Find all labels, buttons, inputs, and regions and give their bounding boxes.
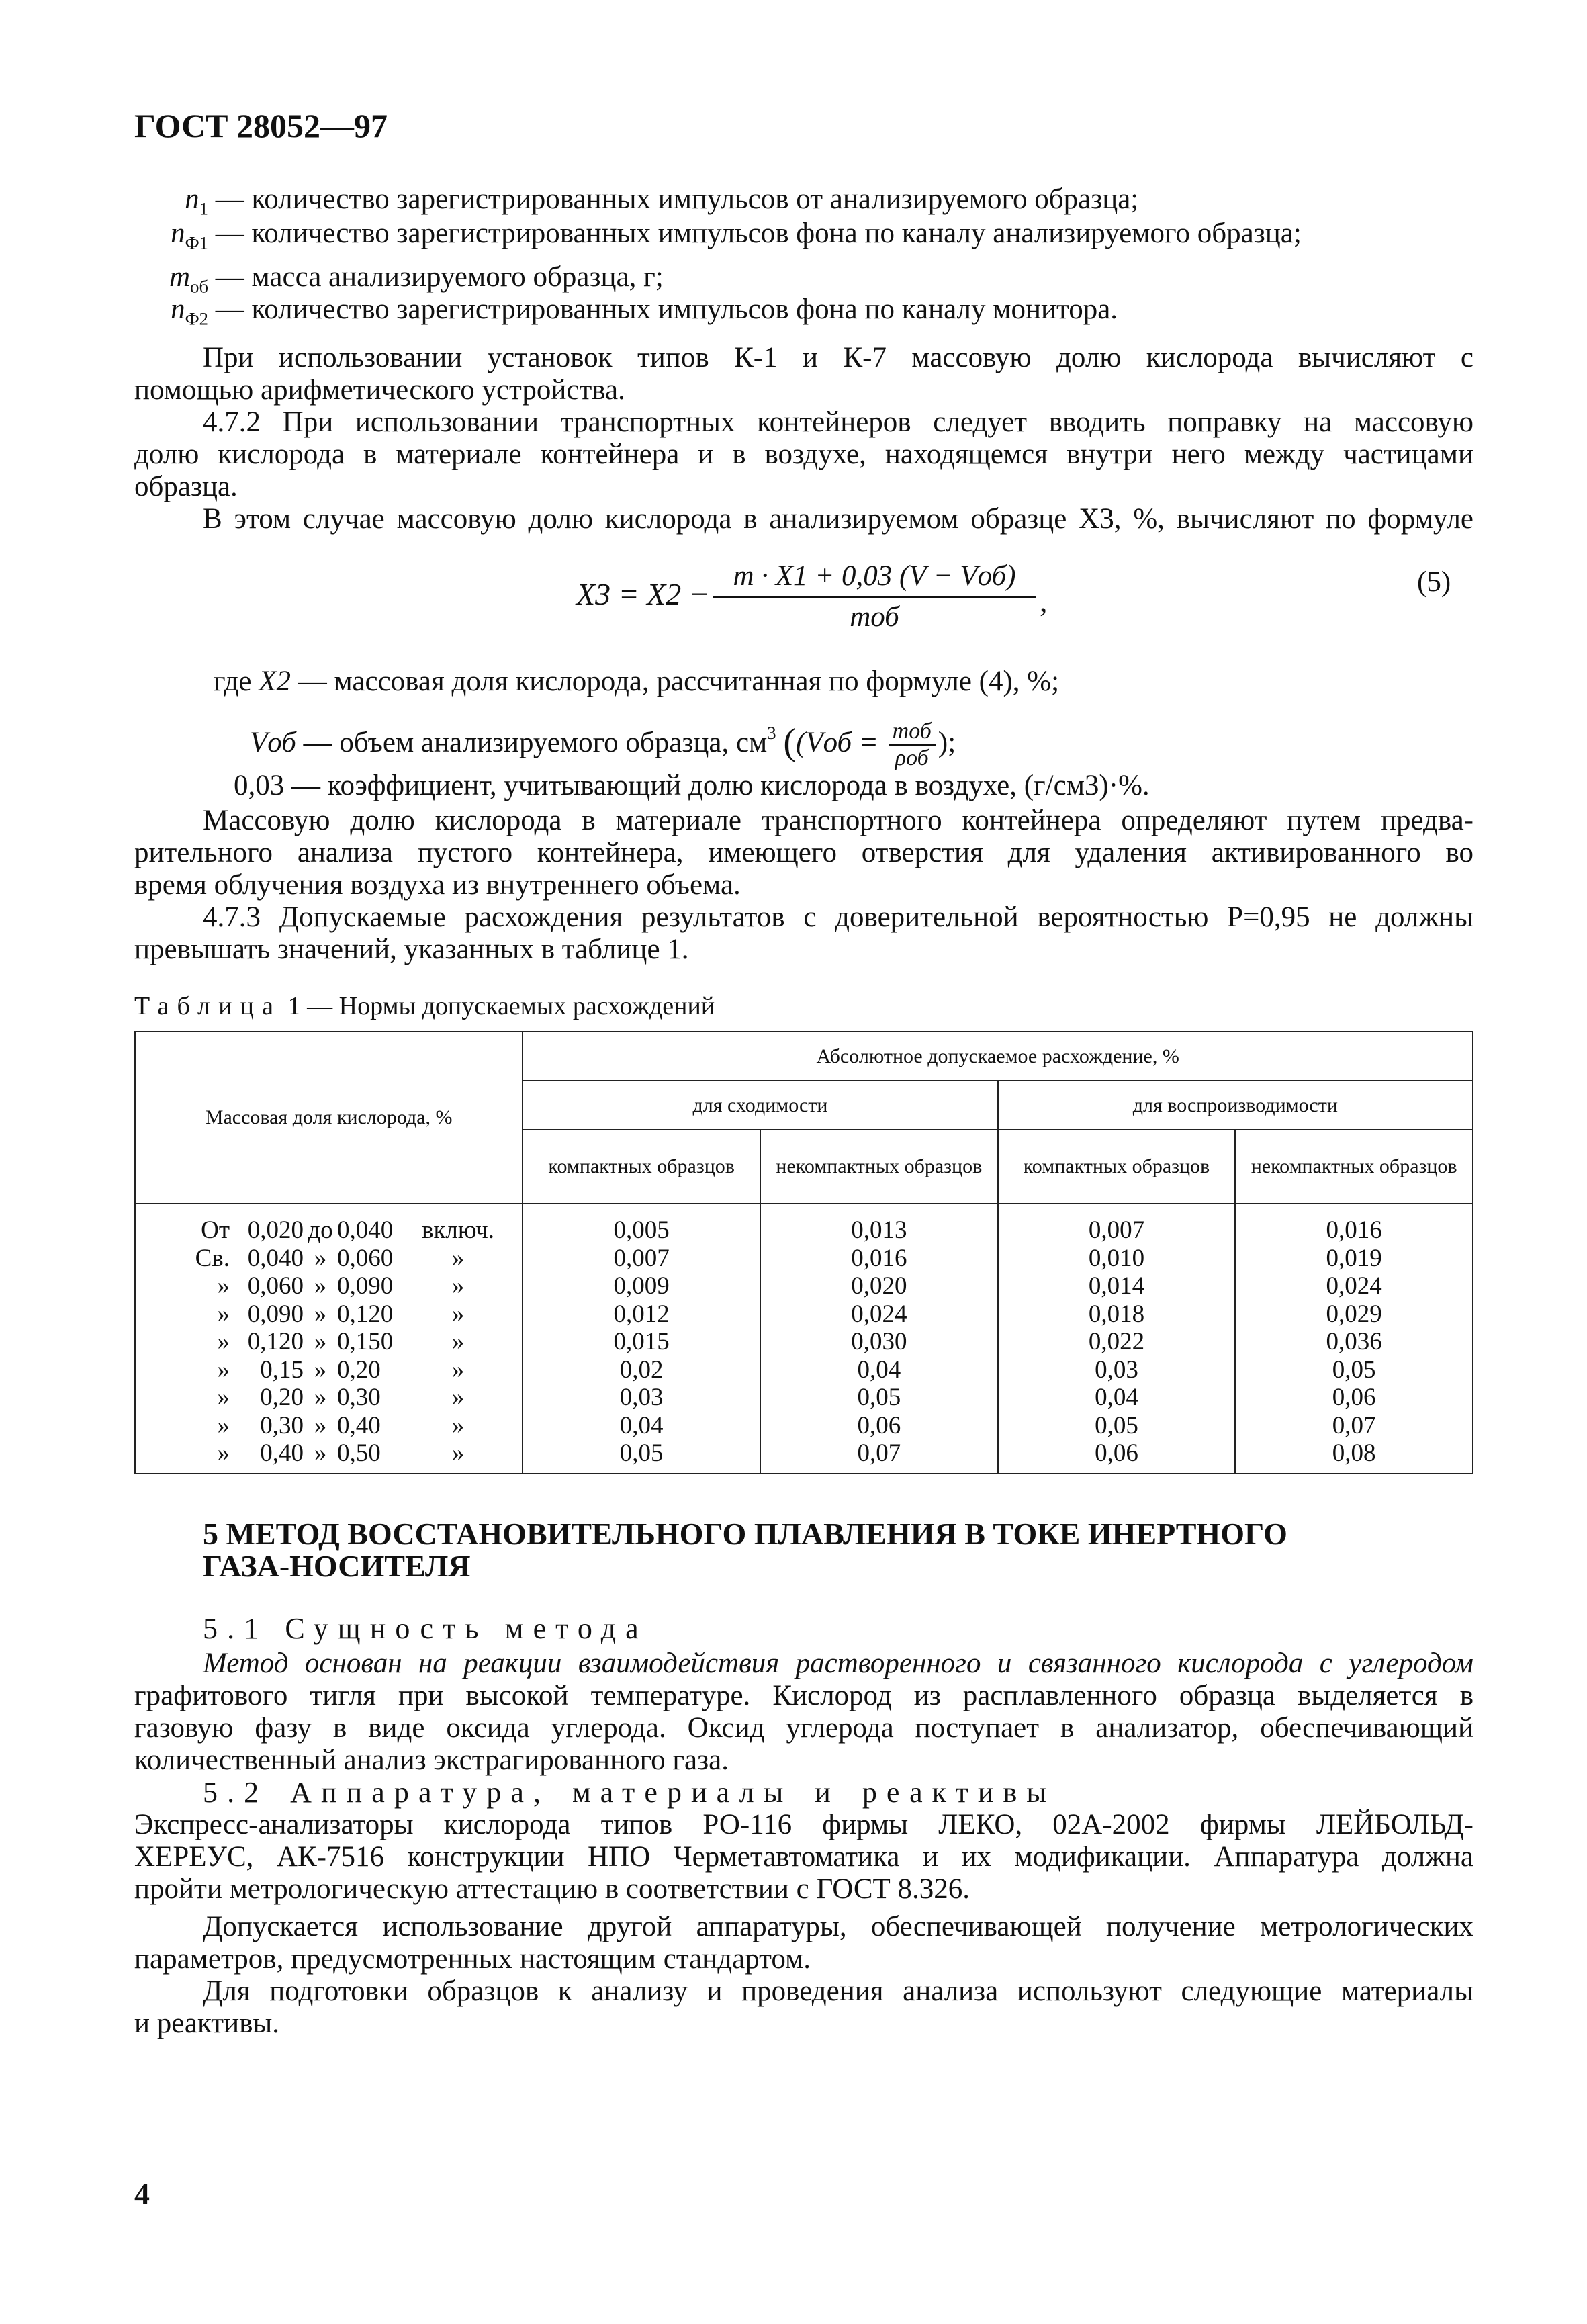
table-value: 0,010 [1088,1244,1145,1272]
table-value: 0,04 [1095,1384,1138,1411]
table-value: 0,018 [1088,1300,1145,1328]
paragraph-472-line-1: 4.7.2 При использовании транспортных контейнеров следует вводить поправку на массовую [203,406,1473,438]
range-part: 0,40 [337,1411,381,1439]
range-row [183,1412,522,1440]
paragraph-k-line-2: помощью арифметического устройства. [134,374,625,406]
range-row [183,1328,522,1356]
range-part: » [314,1300,327,1328]
range-part: 0,50 [337,1439,381,1467]
s51-line-4: количественный анализ экстрагированного газа. [134,1744,729,1776]
range-part: » [217,1439,230,1467]
range-part: до [308,1216,333,1244]
range-row [183,1384,522,1412]
where-line-vob: Vоб — объем анализируемого образца, $см^3$ ((Vоб = mоб ρоб ); [250,719,956,770]
table-value: 0,019 [1326,1244,1382,1272]
range-part: » [451,1411,465,1439]
range-part: 0,120 [337,1300,394,1328]
range-part: 0,060 [337,1244,394,1272]
range-part: От [201,1216,230,1244]
table-value: 0,036 [1326,1328,1382,1355]
s51-line-2: графитового тигля при высокой температуре. Кислород из расплавленного образца выделяется в [134,1680,1473,1711]
sub-header-conv-noncompact: некомпактных образцов [760,1130,998,1204]
section-52-heading: 5.2 Аппаратура, материалы и реактивы [203,1776,1056,1809]
range-part: » [451,1384,465,1411]
legend-line-n1: $n_1$ — количество зарегистрированных импульсов от анализируемого образца; [185,183,1139,219]
range-part: » [217,1300,230,1328]
sub-header-repr-compact: компактных образцов [998,1130,1236,1204]
range-row [183,1216,522,1245]
table-value: 0,06 [1095,1439,1138,1467]
table-value: 0,013 [851,1216,907,1244]
paragraph-container-line-1: Массовую долю кислорода в материале транспортного контейнера определяют путем предва- [203,805,1473,836]
range-part: » [451,1439,465,1467]
where-line-x2: где X2 — массовая доля кислорода, рассчитанная по формуле (4), %; [214,666,1060,697]
table-value: 0,02 [619,1355,664,1384]
range-part: 0,040 [247,1244,304,1272]
s51-line-3: газовую фазу в виде оксида углерода. Оксид углерода поступает в анализатор, обеспечивающий [134,1712,1473,1744]
table-caption: Таблица 1 — Нормы допускаемых расхождений [134,992,715,1020]
s52-line-3: пройти метрологическую аттестацию в соответствии с ГОСТ 8.326. [134,1873,970,1905]
table-value: 0,016 [851,1244,907,1272]
table-value: 0,024 [1326,1272,1382,1300]
formula-5-number: (5) [1417,566,1451,598]
table-value: 0,016 [1326,1216,1382,1244]
table-value: 0,06 [1332,1384,1376,1411]
s52-para3-line-2: и реактивы. [134,2008,280,2039]
range-part: » [314,1328,327,1355]
table-value: 0,020 [851,1272,907,1300]
range-row [183,1439,522,1468]
sub-header-repr-noncompact: некомпактных образцов [1235,1130,1473,1204]
table-value: 0,05 [857,1384,901,1411]
table-value: 0,08 [1332,1439,1376,1467]
table-value: 0,022 [1088,1328,1145,1355]
density-fraction-den: ρоб [895,746,929,770]
repr-noncompact-column [1235,1204,1473,1474]
s52-para2-line-2: параметров, предусмотренных настоящим стандартом. [134,1943,811,1975]
paragraph-472-line-2: долю кислорода в материале контейнера и в воздухе, находящемся внутри него между частицами [134,439,1473,470]
range-part: » [451,1244,465,1272]
range-part: » [314,1244,327,1272]
conv-compact-column [523,1204,760,1474]
range-part: » [217,1272,230,1300]
table-value: 0,03 [619,1384,664,1411]
range-part: » [217,1355,230,1384]
norms-table [134,1031,1473,1474]
section-5-title-line-2: ГАЗА-НОСИТЕЛЯ [203,1549,471,1583]
where-line-coef: 0,03 — коэффициент, учитывающий долю кислорода в воздухе, (г/см3)·%. [234,770,1150,801]
col-header-convergence: для сходимости [523,1081,997,1130]
range-row [183,1245,522,1273]
table-value: 0,007 [1088,1216,1145,1244]
legend-line-mob: $m_{об}$ — масса анализируемого образца, г; [169,261,664,297]
table-value: 0,015 [613,1328,670,1355]
range-part: 0,20 [260,1384,304,1411]
range-part: » [451,1272,465,1300]
formula-5-fraction-bar [713,596,1036,598]
formula-5-comma: , [1040,584,1048,618]
conv-noncompact-column [760,1204,998,1474]
s52-line-2: ХЕРЕУС, АК-7516 конструкции НПО Черметавтоматика и их модификации. Аппаратура должна [134,1841,1473,1873]
table-value: 0,030 [851,1328,907,1355]
document-header: ГОСТ 28052—97 [134,107,388,144]
density-fraction-num: mоб [889,719,936,746]
legend-line-nf1: $n_{Ф1}$ — количество зарегистрированных импульсов фона по каналу анализируемого образца; [171,218,1302,253]
range-part: » [314,1355,327,1384]
table-value: 0,06 [857,1411,901,1439]
range-part: 0,090 [337,1272,394,1300]
range-row [183,1356,522,1384]
range-part: » [451,1328,465,1355]
range-column [135,1204,523,1474]
range-part: » [451,1355,465,1384]
table-value: 0,05 [1095,1411,1138,1439]
section-51-heading: 5.1 Сущность метода [203,1612,648,1645]
s51-line-1: Метод основан на реакции взаимодействия растворенного и связанного кислорода с углеродом [203,1648,1473,1679]
range-part: » [217,1384,230,1411]
formula-5-numerator: m · X1 + 0,03 (V − Vоб) [733,560,1016,592]
table-value: 0,012 [613,1300,670,1328]
table-value: 0,009 [613,1272,670,1300]
range-part: 0,150 [337,1328,394,1355]
range-part: » [217,1411,230,1439]
table-value: 0,04 [619,1411,664,1439]
paragraph-473-line-2: превышать значений, указанных в таблице 1. [134,934,689,965]
table-value: 0,007 [613,1244,670,1272]
s52-line-1: Экспресс-анализаторы кислорода типов РО-116 фирмы ЛЕКО, 02А-2002 фирмы ЛЕЙБОЛЬД- [134,1809,1473,1840]
range-part: 0,020 [247,1216,304,1244]
range-part: 0,30 [260,1411,304,1439]
table-value: 0,05 [1332,1355,1376,1384]
col-header-abs-deviation: Абсолютное допускаемое расхождение, % [523,1032,1473,1081]
range-part: 0,20 [337,1355,381,1384]
sub-header-conv-compact: компактных образцов [523,1130,760,1204]
range-part: » [314,1272,327,1300]
range-part: 0,120 [247,1328,304,1355]
range-part: » [217,1328,230,1355]
section-5-title-line-1: 5 МЕТОД ВОССТАНОВИТЕЛЬНОГО ПЛАВЛЕНИЯ В ТОКЕ ИНЕРТНОГО [203,1517,1287,1551]
range-part: » [314,1384,327,1411]
paragraph-case: В этом случае массовую долю кислорода в анализируемом образце X3, %, вычисляют по формуле [203,503,1473,535]
paragraph-472-line-3: образца. [134,471,238,502]
table-value: 0,07 [857,1439,901,1467]
range-part: 0,090 [247,1300,304,1328]
range-part: включ. [421,1216,494,1244]
s52-para3-line-1: Для подготовки образцов к анализу и проведения анализа используют следующие материалы [203,1975,1473,2007]
range-part: » [314,1411,327,1439]
range-part: » [451,1300,465,1328]
paragraph-473-line-1: 4.7.3 Допускаемые расхождения результатов с доверительной вероятностью P=0,95 не должны [203,901,1473,933]
table-value: 0,03 [1095,1355,1138,1384]
range-part: 0,40 [260,1439,304,1467]
table-value: 0,029 [1326,1300,1382,1328]
range-part: Св. [195,1244,230,1272]
table-value: 0,04 [857,1355,901,1384]
formula-5-denominator: mоб [850,601,899,633]
table-value: 0,07 [1332,1411,1376,1439]
range-row [183,1300,522,1329]
range-part: 0,060 [247,1272,304,1300]
range-part: 0,040 [337,1216,394,1244]
page-number: 4 [134,2177,150,2211]
formula-5-lhs: X3 = X2 − [576,577,710,611]
s52-para2-line-1: Допускается использование другой аппаратуры, обеспечивающей получение метрологических [203,1911,1473,1942]
col-header-mass-fraction: Массовая доля кислорода, % [135,1032,523,1204]
paragraph-k-line-1: При использовании установок типов К-1 и К-7 массовую долю кислорода вычисляют с [203,342,1473,373]
table-value: 0,014 [1088,1272,1145,1300]
table-value: 0,024 [851,1300,907,1328]
col-header-reproducibility: для воспроизводимости [998,1081,1473,1130]
range-part: 0,30 [337,1384,381,1411]
legend-line-nf2: $n_{Ф2}$ — количество зарегистрированных импульсов фона по каналу монитора. [171,294,1118,329]
range-row [183,1272,522,1300]
table-value: 0,05 [619,1439,664,1467]
range-part: 0,15 [260,1355,304,1384]
range-part: » [314,1439,327,1467]
paragraph-container-line-3: время облучения воздуха из внутреннего объема. [134,869,741,901]
table-value: 0,005 [613,1216,670,1244]
repr-compact-column [998,1204,1236,1474]
paragraph-container-line-2: рительного анализа пустого контейнера, имеющего отверстия для удаления активированного во [134,837,1473,868]
